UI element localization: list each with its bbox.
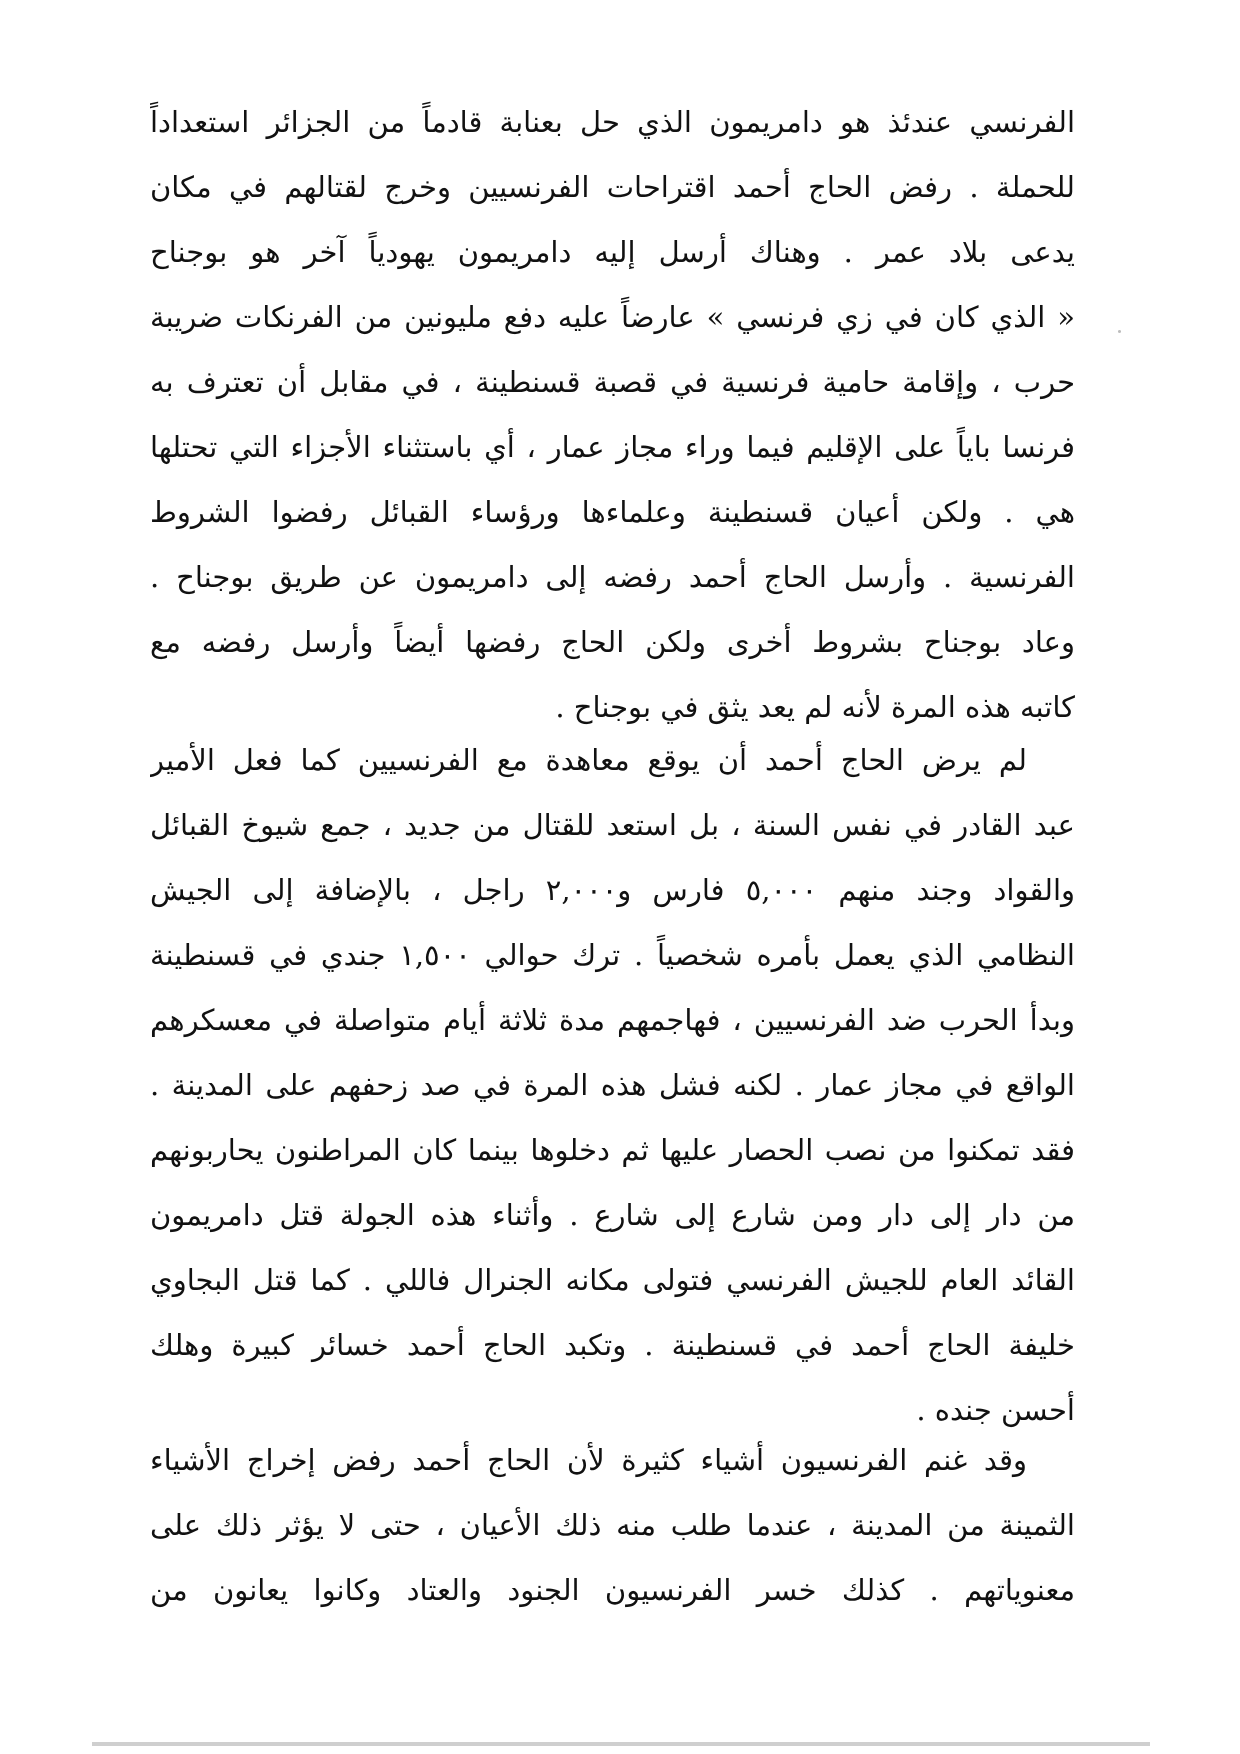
- text-line: وعاد بوجناح بشروط أخرى ولكن الحاج رفضها أيضاً وأرسل رفضه مع: [150, 625, 1075, 659]
- text-line: الفرنسي عندئذ هو دامريمون الذي حل بعنابة قادماً من الجزائر استعداداً: [150, 105, 1075, 139]
- text-line: خليفة الحاج أحمد في قسنطينة . وتكبد الحاج أحمد خسائر كبيرة وهلك: [150, 1328, 1075, 1362]
- text-line: الواقع في مجاز عمار . لكنه فشل هذه المرة في صد زحفهم على المدينة .: [150, 1068, 1075, 1102]
- text-line: لم يرض الحاج أحمد أن يوقع معاهدة مع الفرنسيين كما فعل الأمير: [150, 743, 1027, 777]
- paragraph-2: [150, 728, 1075, 1443]
- text-line: فرنسا باياً على الإقليم فيما وراء مجاز عمار ، أي باستثناء الأجزاء التي تحتلها: [150, 430, 1075, 464]
- text-line: يدعى بلاد عمر . وهناك أرسل إليه دامريمون يهودياً آخر هو بوجناح: [150, 235, 1075, 269]
- text-line: القائد العام للجيش الفرنسي فتولى مكانه الجنرال فاللي . كما قتل البجاوي: [150, 1263, 1075, 1297]
- paragraph-3: [150, 1428, 1075, 1623]
- text-line: حرب ، وإقامة حامية فرنسية في قصبة قسنطينة ، في مقابل أن تعترف به: [150, 365, 1075, 399]
- text-line: أحسن جنده .: [916, 1393, 1075, 1427]
- text-line: والقواد وجند منهم ٥,٠٠٠ فارس و٢,٠٠٠ راجل ، بالإضافة إلى الجيش: [150, 873, 1075, 907]
- text-line: « الذي كان في زي فرنسي » عارضاً عليه دفع مليونين من الفرنكات ضريبة: [150, 300, 1075, 334]
- text-line: النظامي الذي يعمل بأمره شخصياً . ترك حوالي ١,٥٠٠ جندي في قسنطينة: [150, 938, 1075, 972]
- text-line: وبدأ الحرب ضد الفرنسيين ، فهاجمهم مدة ثلاثة أيام متواصلة في معسكرهم: [150, 1003, 1075, 1037]
- text-line: معنوياتهم . كذلك خسر الفرنسيون الجنود والعتاد وكانوا يعانون من: [150, 1573, 1075, 1607]
- text-line: الفرنسية . وأرسل الحاج أحمد رفضه إلى دامريمون عن طريق بوجناح .: [150, 560, 1075, 594]
- text-line: كاتبه هذه المرة لأنه لم يعد يثق في بوجناح .: [555, 690, 1075, 724]
- text-line: عبد القادر في نفس السنة ، بل استعد للقتال من جديد ، جمع شيوخ القبائل: [150, 808, 1075, 842]
- scan-speck: [1118, 330, 1121, 333]
- paragraph-1: [150, 90, 1075, 740]
- text-line: وقد غنم الفرنسيون أشياء كثيرة لأن الحاج أحمد رفض إخراج الأشياء: [150, 1443, 1027, 1477]
- page-bottom-edge: [92, 1742, 1150, 1746]
- text-line: الثمينة من المدينة ، عندما طلب منه ذلك الأعيان ، حتى لا يؤثر ذلك على: [150, 1508, 1075, 1542]
- text-line: هي . ولكن أعيان قسنطينة وعلماءها ورؤساء القبائل رفضوا الشروط: [150, 495, 1075, 529]
- text-line: للحملة . رفض الحاج أحمد اقتراحات الفرنسيين وخرج لقتالهم في مكان: [150, 170, 1075, 204]
- text-line: من دار إلى دار ومن شارع إلى شارع . وأثناء هذه الجولة قتل دامريمون: [150, 1198, 1075, 1232]
- text-line: فقد تمكنوا من نصب الحصار عليها ثم دخلوها بينما كان المراطنون يحاربونهم: [150, 1133, 1075, 1167]
